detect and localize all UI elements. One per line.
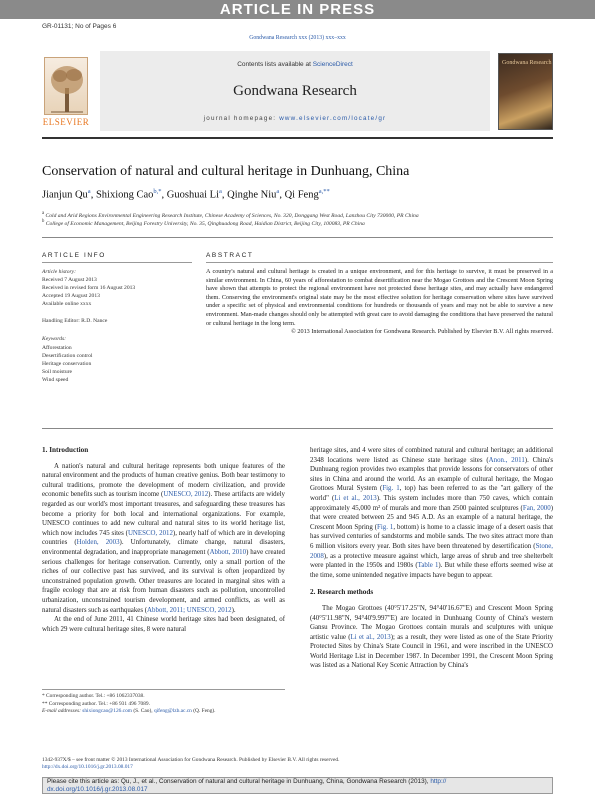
affiliation-text: Cold and Arid Regions Environmental Engineering Research Institute, Chinese Academy of Sciences, No. 320, Donggang West Road, Lanzhou City 730000, PR China [45, 212, 419, 219]
article-title: Conservation of natural and cultural heritage in Dunhuang, China [42, 164, 410, 179]
left-column [42, 446, 285, 634]
citation-link[interactable]: Abbott, 2010 [209, 548, 247, 556]
author-affiliation-marker[interactable]: a [218, 188, 222, 195]
journal-title: Gondwana Research [233, 83, 357, 99]
keywords-label: Keywords: [42, 336, 67, 342]
journal-cover-image[interactable] [498, 53, 553, 130]
footnote-2: ** Corresponding author. Tel.: +86 931 496 7089. [42, 700, 150, 707]
intro-paragraph-continued [310, 446, 553, 580]
citation-link[interactable]: Li et al., 2013 [350, 633, 391, 641]
email-link[interactable]: qifeng@lzb.ac.cn [153, 708, 192, 715]
author-name: Qinghe Niu [227, 189, 277, 201]
header-rule [42, 137, 553, 139]
body-text: ) that were created between 25 and 945 A.D. As an example of a natural heritage, the Crescent Moon Spring ( [310, 504, 553, 531]
email-owner: (S. Cao), [131, 708, 154, 715]
affiliation-b [42, 219, 365, 227]
abstract-text: A country's natural and cultural heritage is created in a unique environment, and for this heritage to survive, it must be preserved in a similar environment. In China, 60 years of afforestation to combat desertification near the Mogao Grottoes and the Crescent Moon Spring have shown that attempts to protect the regional environment have not protected these heritage sites, and may actually have endangered them. Conserving the environment's original state may be the most effective solution for heritage conservation where sites have survived under a specific set of physical and environmental conditions for hundreds or thousands of years and may not be able to survive a new environment. Man-made changes should only be attempted with great care to avoid damaging the conditions that have preserved the natural or cultural heritage in the long term. [206, 268, 553, 327]
abstract-copyright: © 2013 International Association for Gondwana Research. Published by Elsevier B.V. All rights reserved. [291, 328, 553, 336]
online-date: Available online xxxx [42, 301, 92, 307]
body-text: ). But while these efforts seemed wise at the time, some unintended negative impacts have begun to appear. [310, 562, 553, 579]
contents-prefix: Contents lists available at [237, 61, 313, 68]
citation-box [42, 777, 553, 794]
email-label: E-mail addresses: [42, 708, 83, 715]
citation-link[interactable]: Abbott, 2011; UNESCO, 2012 [147, 606, 232, 614]
methods-paragraph-1 [310, 604, 553, 671]
affiliation-marker: a [42, 211, 45, 216]
citation-link[interactable]: Fan, 2000 [522, 504, 551, 512]
citation-link[interactable]: Fig. 1 [377, 523, 394, 531]
citation-link[interactable]: Li et al., 2013 [334, 494, 377, 502]
abstract-heading: ABSTRACT [206, 252, 254, 259]
handling-editor: Handling Editor: R.D. Nance [42, 318, 108, 324]
body-text: The Mogao Grottoes (40°5'17.25"N, 94°40'16.67"E) and Crescent Moon Spring (40°5'11.98"N, 94°40'9.997"E) are located in Dunhuang County of China's western Gansu Province. The Mogao Grottoes contain murals and sculptures with unique artistic value ( [310, 604, 553, 641]
keyword: Soil moisture [42, 369, 72, 375]
body-text: ); as a result, they were listed as one of the State Priority Protected Sites by China's State Council in 1961, and were inscribed in the UNESCO World Heritage List in December 1987. In December 1991, the Crescent Moon Spring was listed as a National Key Scenic Attraction by China's [310, 633, 554, 670]
sciencedirect-link[interactable]: ScienceDirect [312, 61, 353, 68]
citation-link[interactable]: Fig. 1 [382, 485, 400, 493]
author-separator: , [161, 189, 167, 201]
body-text: A nation's natural and cultural heritage represents both unique features of the natural environment and the products of human creative genius. Both bear testimony to cultural traditions, promote the development of modern civilization, and provide economic benefits such as tourism income ( [42, 462, 285, 499]
email-link[interactable]: shixiongcao@126.com [82, 708, 132, 715]
keyword: Heritage conservation [42, 361, 92, 367]
author-list [42, 188, 330, 201]
citation-link[interactable]: Holden, 2003 [76, 539, 120, 547]
article-info-heading: ARTICLE INFO [42, 252, 106, 259]
received-date: Received 7 August 2013 [42, 277, 97, 283]
elsevier-wordmark: ELSEVIER [42, 117, 90, 127]
body-text: ). These artifacts are widely regarded as our world's most important treasures, and safeguarding these treasures has become a priority for both local and international organizations. For example, UNESCO continues to add new cultural and natural sites to its world heritage list, which now includes 745 sites ( [42, 491, 286, 537]
author-name: Jianjun Qu [42, 189, 88, 201]
abstract-underline [206, 262, 553, 263]
keyword: Afforestation [42, 345, 72, 351]
citation-link[interactable]: UNESCO, 2012 [127, 529, 173, 537]
article-in-press-banner: ARTICLE IN PRESS [0, 0, 595, 19]
author-affiliation-marker[interactable]: a,** [318, 188, 330, 195]
journal-header [42, 51, 553, 133]
history-label: Article history: [42, 269, 77, 275]
section-rule [42, 237, 553, 238]
author-affiliation-marker[interactable]: a [87, 188, 91, 195]
citation-link[interactable]: Stone, 2008 [310, 542, 553, 560]
doi-link[interactable]: http://dx.doi.org/10.1016/j.gr.2013.08.017 [42, 764, 133, 771]
author-affiliation-marker[interactable]: a [276, 188, 280, 195]
intro-paragraph-1 [42, 462, 285, 616]
author-affiliation-marker[interactable]: b,* [153, 188, 162, 195]
body-rule [42, 428, 553, 429]
article-id-line: GR-01131; No of Pages 6 [42, 23, 117, 30]
body-text: ). Unfortunately, climate change, natural disasters, environmental degradation, and inappropriate management ( [42, 539, 286, 556]
revised-date: Received in revised form 16 August 2013 [42, 285, 136, 291]
body-text: ). [231, 606, 236, 614]
contents-line [100, 61, 490, 68]
intro-paragraph-2: At the end of June 2011, 41 Chinese world heritage sites had been designated, of which 29 were cultural heritage sites, 8 were natural [42, 616, 285, 633]
citation-text: Please cite this article as: Qu, J., et al., Conservation of natural and cultural heritage in Dunhuang, China, Gondwana Research (2013), [47, 778, 431, 785]
journal-reference[interactable]: Gondwana Research xxx (2013) xxx–xxx [249, 35, 346, 41]
right-column [310, 446, 553, 671]
body-text: heritage sites, and 4 were sites of combined natural and cultural heritage; an additional 2348 locations were listed as Chinese state heritage sites ( [310, 447, 553, 464]
homepage-link[interactable]: www.elsevier.com/locate/gr [279, 115, 387, 122]
body-text: ). This system includes more than 750 caves, which contain approximately 45,000 m² of murals and more than 2500 painted sculptures ( [310, 494, 554, 512]
journal-masthead [100, 51, 490, 131]
body-text: ), nearly half of which are in developing countries ( [42, 529, 285, 547]
homepage-prefix: journal homepage: [203, 115, 280, 122]
keyword: Wind speed [42, 377, 69, 383]
cover-title: Gondwana Research [502, 60, 552, 66]
author-name: Qi Feng [284, 189, 319, 201]
citation-doi-link[interactable]: http:// [430, 778, 447, 785]
citation-link[interactable]: Table 1 [417, 562, 439, 570]
journal-homepage [100, 115, 490, 122]
footnote-1: * Corresponding author. Tel.: +86 1062337038. [42, 693, 145, 699]
email-footnote [42, 708, 285, 716]
body-text: ) have created serious challenges for heritage conservation. Currently, only a small portion of the riches of our collective past has survived, and its survival is often jeopardized by unconstrained population growth. Other treasures are located in marginal sites with a fragile ecology that are at risk from human disasters such as pollution, uncontrolled urbanization, unconstrained tourism development, and armed conflicts, as well as natural disasters such as earthquakes ( [42, 548, 285, 614]
author-separator: , [279, 189, 285, 201]
body-text: ), as a protective measure against which, large areas of shrub and tree shelterbelt were planted in the 1950s and 1980s ( [310, 552, 553, 570]
keyword: Desertification control [42, 353, 93, 359]
elsevier-logo[interactable] [42, 57, 90, 131]
affiliation-a [42, 211, 419, 219]
abstract-body [206, 268, 553, 337]
body-text: , top) has been referred to as the "art gallery of the world" ( [310, 485, 553, 502]
issn-block [42, 757, 339, 772]
author-separator: , [90, 189, 96, 201]
citation-doi-link[interactable]: dx.doi.org/10.1016/j.gr.2013.08.017 [47, 786, 148, 793]
author-name: Guoshuai Li [166, 189, 219, 201]
citation-link[interactable]: UNESCO, 2012 [163, 491, 209, 499]
body-text: ). China's Dunhuang region provides two examples that provide lessons for conservators of other sites in China and around the world. As an example of cultural heritage, the Mogao Grottoes Mural System ( [310, 456, 554, 493]
footnotes [42, 689, 285, 716]
affiliation-marker: b [42, 219, 45, 224]
citation-link[interactable]: Anon., 2011 [488, 456, 525, 464]
body-text: , bottom) is home to a classic image of a desert oasis that has survived centuries of sandstorms and mobile sands. The two sites attract more than 6 million visitors every year. Both sites have been threatened by desertification ( [310, 523, 553, 550]
research-methods-heading: 2. Research methods [310, 588, 374, 597]
introduction-heading: 1. Introduction [42, 446, 89, 454]
author-name: Shixiong Cao [95, 189, 154, 201]
email-owner: (Q. Feng). [191, 708, 216, 715]
author-separator: , [221, 189, 228, 201]
accepted-date: Accepted 19 August 2013 [42, 293, 100, 299]
article-info-underline [42, 262, 192, 263]
affiliation-text: College of Economic Management, Beijing Forestry University, No. 35, Qinghuadong Road, Haidian District, Beijing City, 100083, PR China [45, 220, 365, 227]
elsevier-tree-icon [44, 57, 88, 115]
issn-line: 1342-937X/$ – see front matter © 2013 International Association for Gondwana Research. Published by Elsevier B.V. All rights reserved. [42, 757, 340, 763]
